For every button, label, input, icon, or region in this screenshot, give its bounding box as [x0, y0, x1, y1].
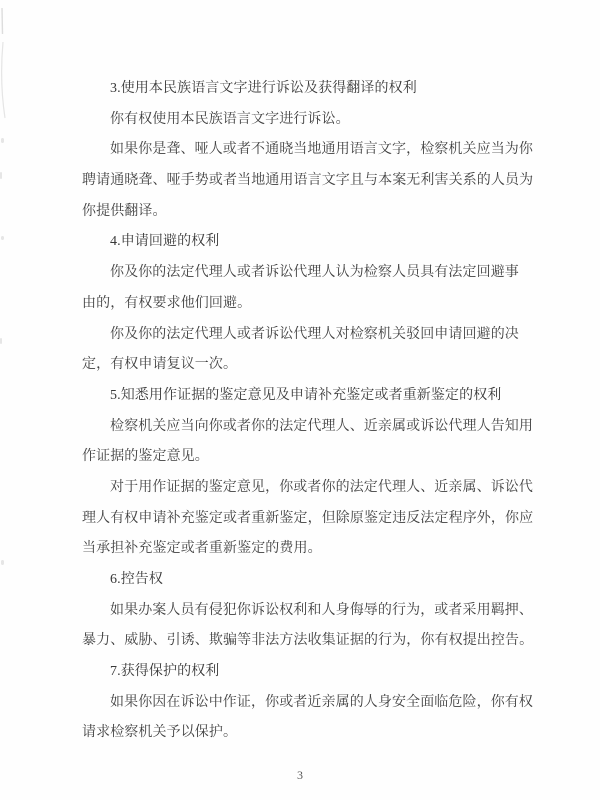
paragraph-line: 你及你的法定代理人或者诉讼代理人认为检察人员具有法定回避事 [110, 265, 519, 281]
paragraph-line: 聘请通晓聋、哑手势或者当地通用语言文字且与本案无利害关系的人员为 [82, 173, 534, 189]
scan-speck [1, 560, 4, 565]
section-heading: 3.使用本民族语言文字进行诉讼及获得翻译的权利 [110, 81, 417, 96]
scan-speck [0, 338, 2, 344]
paragraph-line: 请求检察机关予以保护。 [82, 725, 238, 741]
paragraph-line: 对于用作证据的鉴定意见，你或者你的法定代理人、近亲属、诉讼代 [110, 479, 533, 495]
paragraph-line: 你提供翻译。 [82, 203, 167, 219]
paragraph-line: 检察机关应当向你或者你的法定代理人、近亲属或诉讼代理人告知用 [110, 418, 533, 434]
page-number: 3 [297, 768, 303, 782]
scan-speck [0, 172, 2, 179]
paragraph-line: 如果办案人员有侵犯你诉讼权利和人身侮辱的行为，或者采用羁押、 [110, 602, 533, 618]
scan-artifact-curve [0, 0, 14, 800]
paragraph-line: 你及你的法定代理人或者诉讼代理人对检察机关驳回申请回避的决 [110, 326, 519, 342]
paragraph-line: 如果你因在诉讼中作证，你或者近亲属的人身安全面临危险，你有权 [110, 694, 533, 710]
paragraph-line: 理人有权申请补充鉴定或者重新鉴定，但除原鉴定违反法定程序外，你应 [82, 510, 534, 526]
section-heading: 5.知悉用作证据的鉴定意见及申请补充鉴定或者重新鉴定的权利 [110, 387, 502, 403]
paragraph-line: 如果你是聋、哑人或者不通晓当地通用语言文字，检察机关应当为你 [110, 142, 533, 158]
paragraph-line: 你有权使用本民族语言文字进行诉讼。 [110, 111, 350, 127]
paragraph-line: 作证据的鉴定意见。 [82, 449, 209, 465]
section-heading: 6.控告权 [110, 572, 163, 587]
paragraph-line: 定，有权申请复议一次。 [82, 357, 238, 373]
scan-speck [1, 236, 4, 240]
document-content [82, 74, 534, 749]
scan-speck [1, 138, 4, 143]
section-heading: 7.获得保护的权利 [110, 664, 220, 680]
paragraph-line: 暴力、威胁、引诱、欺骗等非法方法收集证据的行为，你有权提出控告。 [82, 633, 534, 649]
paragraph-line: 由的，有权要求他们回避。 [82, 295, 252, 311]
section-heading: 4.申请回避的权利 [110, 234, 220, 250]
paragraph-line: 当承担补充鉴定或者重新鉴定的费用。 [82, 541, 322, 557]
